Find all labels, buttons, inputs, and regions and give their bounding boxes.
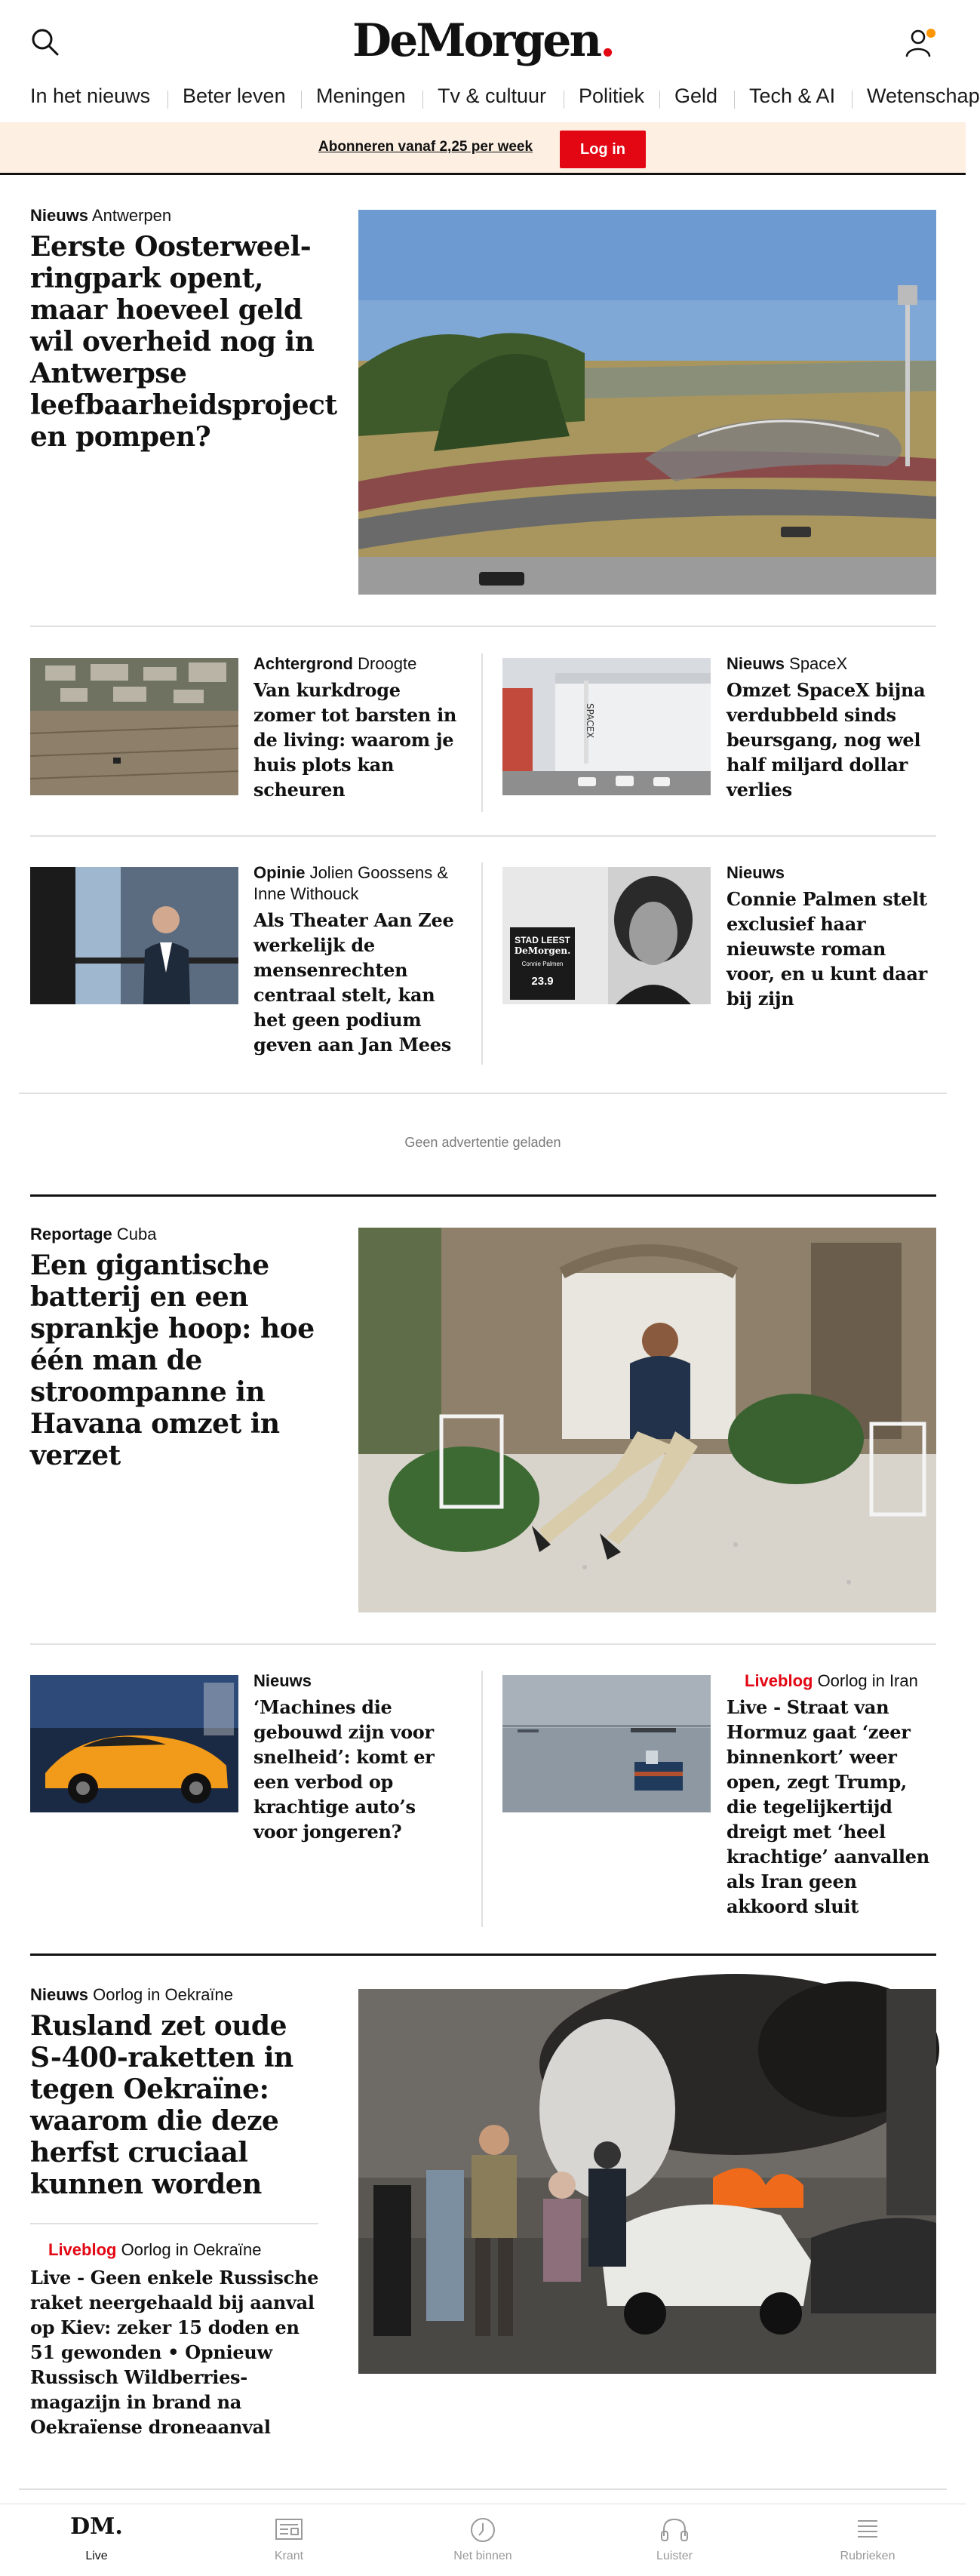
subscribe-link[interactable]: Abonneren vanaf 2,25 per week — [318, 139, 533, 155]
svg-text:SPACEX: SPACEX — [585, 703, 595, 739]
nav-item-meningen[interactable]: Meningen — [316, 85, 406, 107]
logo[interactable] — [0, 14, 966, 68]
kicker-label: Nieuws — [253, 1671, 312, 1690]
list-icon — [849, 2515, 886, 2545]
nav-item-politiek[interactable]: Politiek — [579, 85, 645, 107]
article-image-sports-car[interactable] — [30, 1675, 238, 1812]
article-kicker — [727, 1671, 936, 1692]
article-title[interactable]: Als Theater Aan Zee werkelijk de mensenrechten centraal stelt, kan het geen podium geven aan Jan Mees — [253, 909, 454, 1056]
nav-item-tv-cultuur[interactable]: Tv & cultuur — [438, 85, 547, 107]
tab-label: Net binnen — [453, 2550, 512, 2562]
book-promo — [510, 930, 575, 988]
kicker-label: Nieuws — [30, 1985, 89, 2004]
section-nav — [0, 81, 980, 113]
nav-divider — [659, 91, 660, 109]
clock-icon — [464, 2515, 502, 2545]
article-title[interactable]: Eerste Oosterweel-ringpark opent, maar hoeveel geld wil overheid nog in Antwerpse leefbaarheidsproject en pompen? — [30, 231, 337, 453]
article-image-connie-palmen[interactable] — [502, 867, 711, 1004]
tab-live[interactable] — [36, 2504, 157, 2576]
book-brand: DeMorgen. — [514, 945, 571, 956]
login-button[interactable]: Log in — [560, 131, 646, 168]
dm-logo-text: DM. — [70, 2513, 123, 2540]
kicker-label: Reportage — [30, 1225, 112, 1243]
ad-placeholder: Geen advertentie geladen — [404, 1135, 561, 1150]
article-lead[interactable] — [30, 205, 337, 453]
nav-divider — [852, 91, 853, 109]
kicker-label: Nieuws — [30, 206, 89, 225]
article-cuba[interactable] — [30, 1224, 324, 1471]
kicker-topic: Cuba — [112, 1225, 157, 1243]
article-drought[interactable] — [253, 653, 457, 802]
article-hormuz[interactable] — [727, 1671, 936, 1919]
article-title[interactable]: ‘Machines die gebouwd zijn voor snelheid’: komt er een verbod op krachtige auto’s voor jongeren? — [253, 1696, 435, 1843]
article-spacex[interactable] — [727, 653, 936, 802]
article-ukraine[interactable] — [30, 1984, 324, 2200]
liveblog-label: Liveblog — [745, 1671, 813, 1690]
article-title[interactable]: Live - Geen enkele Russische raket neergehaald bij aanval op Kiev: zeker 15 doden en 51 gewonden • Opnieuw Russisch Wildberries-magazijn in brand na Oekraïense droneaanval — [30, 2267, 319, 2438]
headphones-icon — [656, 2515, 693, 2545]
nav-divider — [167, 91, 168, 109]
article-connie-palmen[interactable] — [727, 862, 936, 1011]
kicker-topic: Oorlog in Oekraïne — [116, 2240, 262, 2259]
kicker-label: Nieuws — [727, 863, 785, 882]
section-divider-strong — [30, 1954, 936, 1956]
book-author: Connie Palmen — [521, 961, 564, 967]
tab-label: Krant — [274, 2550, 304, 2562]
liveblog-label: Liveblog — [48, 2240, 117, 2259]
subscribe-bar — [0, 122, 966, 175]
bottom-tab-bar — [0, 2504, 966, 2575]
kicker-topic: SpaceX — [785, 654, 848, 673]
nav-item-wetenschap[interactable]: Wetenschap — [867, 85, 980, 107]
article-kicker — [253, 1671, 465, 1692]
article-kicker — [253, 653, 457, 675]
logo-text: De — [352, 14, 416, 67]
top-header — [0, 0, 966, 83]
nav-item-geld[interactable]: Geld — [674, 85, 718, 107]
tab-label: Rubrieken — [840, 2550, 896, 2562]
nav-item-beter-leven[interactable]: Beter leven — [183, 85, 286, 107]
logo-accent-text: Morgen — [416, 14, 601, 67]
kicker-label: Achtergrond — [253, 654, 353, 673]
article-image-cuba[interactable] — [358, 1228, 936, 1612]
kicker-topic: Oorlog in Oekraïne — [88, 1985, 234, 2004]
tab-label: Live — [85, 2550, 108, 2562]
tab-net-binnen[interactable] — [422, 2504, 543, 2576]
article-kicker — [727, 862, 936, 884]
newspaper-icon — [270, 2515, 308, 2545]
kicker-topic: Antwerpen — [88, 206, 172, 225]
kicker-topic: Droogte — [353, 654, 417, 673]
article-opinion[interactable] — [253, 862, 465, 1057]
article-title[interactable]: Omzet SpaceX bijna verdubbeld sinds beursgang, nog wel half miljard dollar verlies — [727, 679, 926, 801]
nav-item-tech-ai[interactable]: Tech & AI — [749, 85, 836, 107]
article-title[interactable]: Van kurkdroge zomer tot barsten in de living: waarom je huis plots kan scheuren — [253, 679, 457, 801]
article-title[interactable]: Rusland zet oude S-400-raketten in tegen Oekraïne: waarom die deze herfst cruciaal kunnen worden — [30, 2010, 293, 2200]
article-kicker — [30, 1984, 324, 2006]
article-image-spacex[interactable] — [502, 658, 711, 795]
article-image-ring-park[interactable] — [358, 210, 936, 595]
column-divider — [481, 1671, 483, 1927]
book-date: 23.9 — [531, 975, 554, 988]
article-image-hormuz[interactable] — [502, 1675, 711, 1812]
nav-item-in-het-nieuws[interactable]: In het nieuws — [30, 85, 151, 107]
column-divider — [481, 862, 483, 1065]
logo-dot: . — [600, 14, 613, 67]
section-divider — [30, 835, 936, 837]
tab-luister[interactable] — [614, 2504, 735, 2576]
section-divider-strong — [30, 1194, 936, 1197]
nav-divider — [301, 91, 302, 109]
tab-krant[interactable] — [229, 2504, 349, 2576]
kicker-topic: Jolien Goossens & Inne Withouck — [253, 863, 448, 903]
article-kicker — [30, 2239, 321, 2261]
article-kicker — [727, 653, 936, 675]
article-kicker — [30, 205, 324, 226]
dm-logo-icon — [36, 2513, 157, 2540]
section-divider — [30, 626, 936, 627]
article-sports-car[interactable] — [253, 1671, 465, 1844]
article-image-opinion[interactable] — [30, 867, 238, 1004]
section-divider — [19, 2488, 947, 2490]
article-image-drought[interactable] — [30, 658, 238, 795]
section-divider — [19, 1093, 947, 1094]
column-divider — [481, 653, 483, 812]
article-kicker — [253, 862, 465, 905]
article-title[interactable]: Een gigantische batterij en een sprankje hoop: hoe één man de stroompanne in Havana omzet in verzet — [30, 1250, 315, 1471]
article-image-kyiv-attack[interactable] — [358, 1989, 936, 2374]
book-label: STAD LEEST — [515, 935, 570, 945]
kicker-label: Nieuws — [727, 654, 785, 673]
notification-dot — [926, 29, 935, 38]
article-title[interactable]: Connie Palmen stelt exclusief haar nieuwste roman voor, en u kunt daar bij zijn — [727, 888, 927, 1010]
article-divider — [30, 2223, 318, 2224]
article-kicker — [30, 1224, 324, 1245]
article-liveblog-ukraine[interactable] — [30, 2239, 321, 2439]
section-divider — [30, 1643, 936, 1645]
nav-divider — [422, 91, 423, 109]
tab-label: Luister — [656, 2550, 693, 2562]
nav-divider — [734, 91, 735, 109]
kicker-topic: Oorlog in Iran — [813, 1671, 918, 1690]
tab-rubrieken[interactable] — [807, 2504, 928, 2576]
kicker-label: Opinie — [253, 863, 306, 882]
article-title[interactable]: Live - Straat van Hormuz gaat ‘zeer binnenkort’ weer open, zegt Trump, die tegelijkertijd dreigt met ‘heel krachtige’ aanvallen als Iran geen akkoord sluit — [727, 1696, 929, 1917]
